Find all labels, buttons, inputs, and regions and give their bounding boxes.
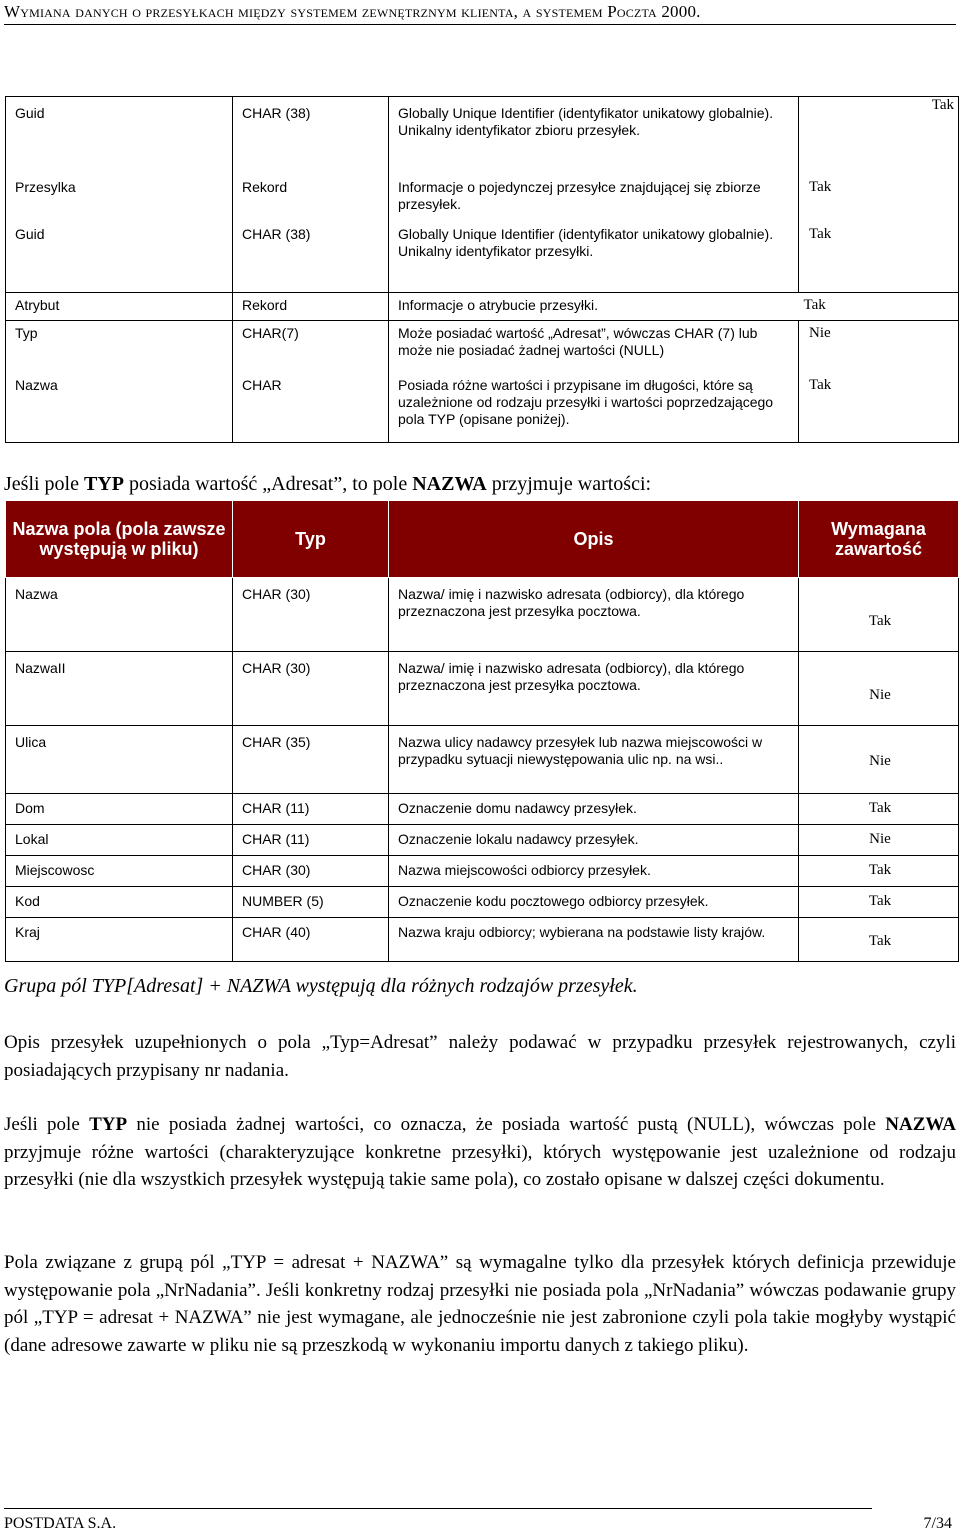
header-divider	[4, 24, 956, 25]
field-required: Nie	[799, 321, 959, 373]
p2-part-c: przyjmuje różne wartości (charakteryzujące konkretne przesyłki), których występowanie jest uzależnione od rodzaju przesyłki (nie dla wszystkich przesyłek występują takie same pola), co zostało opisane w dalszej części dokumentu.	[4, 1141, 956, 1190]
field-desc: Posiada różne wartości i przypisane im długości, które są uzależnione od rodzaju przesyłki i wartości poprzedzającego pola TYP (opisane poniżej).	[389, 373, 799, 443]
field-desc-line: Unikalny identyfikator zbioru przesyłek.	[398, 122, 640, 138]
column-header-name: Nazwa pola (pola zawsze występują w pliku)	[6, 501, 233, 578]
field-name: Kod	[6, 887, 233, 918]
table-caption: Grupa pól TYP[Adresat] + NAZWA występują dla różnych rodzajów przesyłek.	[4, 975, 638, 997]
field-required: Tak	[799, 794, 959, 825]
field-type: CHAR (30)	[233, 856, 389, 887]
field-desc: Informacje o atrybucie przesyłki.	[389, 293, 799, 321]
table-row	[6, 97, 959, 175]
field-type: CHAR (30)	[233, 652, 389, 726]
intro-typ: TYP	[84, 473, 124, 495]
intro-suffix: przyjmuje wartości:	[486, 473, 652, 495]
paragraph-2	[4, 1111, 956, 1194]
table-row	[6, 825, 959, 856]
field-required: Tak	[799, 578, 959, 652]
field-type: CHAR	[233, 373, 389, 443]
field-desc: Nazwa/ imię i nazwisko adresata (odbiorcy), dla którego przeznaczona jest przesyłka pocztowa.	[389, 652, 799, 726]
field-desc	[389, 222, 799, 293]
intro-nazwa: NAZWA	[412, 473, 487, 495]
field-required: Nie	[799, 652, 959, 726]
intro-sentence	[4, 471, 956, 499]
field-desc-line: Unikalny identyfikator przesyłki.	[398, 242, 594, 259]
p2-part-a: Jeśli pole	[4, 1114, 90, 1135]
footer-company: POSTDATA S.A.	[4, 1515, 117, 1532]
table-row	[6, 175, 959, 222]
field-name: Guid	[6, 222, 233, 293]
field-required: Nie	[799, 726, 959, 794]
intro-middle: posiada wartość „Adresat”, to pole	[124, 473, 413, 495]
field-desc: Oznaczenie lokalu nadawcy przesyłek.	[389, 825, 799, 856]
field-required: Tak	[799, 97, 959, 175]
field-required: Tak	[799, 856, 959, 887]
field-name: Nazwa	[6, 373, 233, 443]
field-name: Typ	[6, 321, 233, 373]
field-name: Guid	[6, 97, 233, 175]
table-row	[6, 578, 959, 652]
p2-part-b: nie posiada żadnej wartości, co oznacza, że posiada wartość pustą (NULL), wówczas pole	[127, 1114, 886, 1135]
field-type: NUMBER (5)	[233, 887, 389, 918]
field-required: Tak	[799, 918, 959, 962]
table-row	[6, 794, 959, 825]
field-name: Miejscowosc	[6, 856, 233, 887]
field-type: CHAR (38)	[233, 97, 389, 175]
field-desc-line: Globally Unique Identifier (identyfikator unikatowy globalnie).	[398, 225, 774, 242]
field-desc: Nazwa miejscowości odbiorcy przesyłek.	[389, 856, 799, 887]
field-type: CHAR (38)	[233, 222, 389, 293]
paragraph-3: Pola związane z grupą pól „TYP = adresat + NAZWA” są wymagalne tylko dla przesyłek których definicja przewiduje występowanie pola „NrNadania”. Jeśli konkretny rodzaj przesyłki nie posiada pola „NrNadania” wówczas podawanie grupy pól „TYP = adresat + NAZWA” nie jest wymagane, ale jednocześnie nie jest zabronione czyli pola takie mogłyby wystąpić (dane adresowe zawarte w pliku nie są przeszkodą w wykonaniu importu danych z takiego pliku).	[4, 1252, 956, 1356]
p2-nazwa: NAZWA	[885, 1114, 956, 1135]
field-required: Tak	[799, 293, 959, 321]
field-required: Tak	[799, 222, 959, 293]
field-name: Przesylka	[6, 175, 233, 222]
field-name: Ulica	[6, 726, 233, 794]
field-desc: Oznaczenie kodu pocztowego odbiorcy przesyłek.	[389, 887, 799, 918]
column-header-type: Typ	[233, 501, 389, 578]
intro-prefix: Jeśli pole	[4, 473, 84, 495]
field-type: Rekord	[233, 293, 389, 321]
table-header-row	[6, 501, 959, 578]
field-name: NazwaII	[6, 652, 233, 726]
field-type: CHAR (11)	[233, 794, 389, 825]
footer-divider	[4, 1508, 872, 1509]
field-required: Tak	[799, 175, 959, 222]
column-header-required: Wymagana zawartość	[799, 501, 959, 578]
field-desc: Nazwa ulicy nadawcy przesyłek lub nazwa miejscowości w przypadku sytuacji niewystępowania ulic np. na wsi..	[389, 726, 799, 794]
field-desc-line: Globally Unique Identifier (identyfikator unikatowy globalnie).	[398, 105, 774, 121]
field-name: Dom	[6, 794, 233, 825]
p2-typ: TYP	[89, 1114, 128, 1135]
table-row	[6, 652, 959, 726]
paragraph-1: Opis przesyłek uzupełnionych o pola „Typ=Adresat” należy podawać w przypadku przesyłek rejestrowanych, czyli posiadających przypisany nr nadania.	[4, 1032, 956, 1081]
field-name: Nazwa	[6, 578, 233, 652]
field-required: Tak	[799, 373, 959, 443]
field-desc: Nazwa kraju odbiorcy; wybierana na podstawie listy krajów.	[389, 918, 799, 962]
table-row	[6, 222, 959, 293]
field-name: Kraj	[6, 918, 233, 962]
field-desc	[389, 97, 799, 175]
table-row	[6, 321, 959, 373]
page-number: 7/34	[923, 1515, 952, 1532]
address-fields-table	[5, 500, 959, 962]
field-type: CHAR (35)	[233, 726, 389, 794]
table-row	[6, 887, 959, 918]
table-row	[6, 918, 959, 962]
field-type: CHAR (30)	[233, 578, 389, 652]
document-header-title: Wymiana danych o przesyłkach między systemem zewnętrznym klienta, a systemem Poczta 2000.	[4, 2, 701, 21]
field-desc: Może posiadać wartość „Adresat”, wówczas CHAR (7) lub może nie posiadać żadnej wartości (NULL)	[389, 321, 799, 373]
field-desc: Oznaczenie domu nadawcy przesyłek.	[389, 794, 799, 825]
field-required: Tak	[799, 887, 959, 918]
field-type: CHAR(7)	[233, 321, 389, 373]
field-required: Nie	[799, 825, 959, 856]
field-desc: Informacje o pojedynczej przesyłce znajdującej się zbiorze przesyłek.	[389, 175, 799, 222]
field-name: Lokal	[6, 825, 233, 856]
table-row	[6, 856, 959, 887]
field-name: Atrybut	[6, 293, 233, 321]
fields-table-1	[5, 96, 959, 443]
table-row	[6, 726, 959, 794]
table-row	[6, 373, 959, 443]
field-desc: Nazwa/ imię i nazwisko adresata (odbiorcy), dla którego przeznaczona jest przesyłka pocztowa.	[389, 578, 799, 652]
field-type: CHAR (40)	[233, 918, 389, 962]
column-header-desc: Opis	[389, 501, 799, 578]
field-type: CHAR (11)	[233, 825, 389, 856]
field-type: Rekord	[233, 175, 389, 222]
table-row	[6, 293, 959, 321]
